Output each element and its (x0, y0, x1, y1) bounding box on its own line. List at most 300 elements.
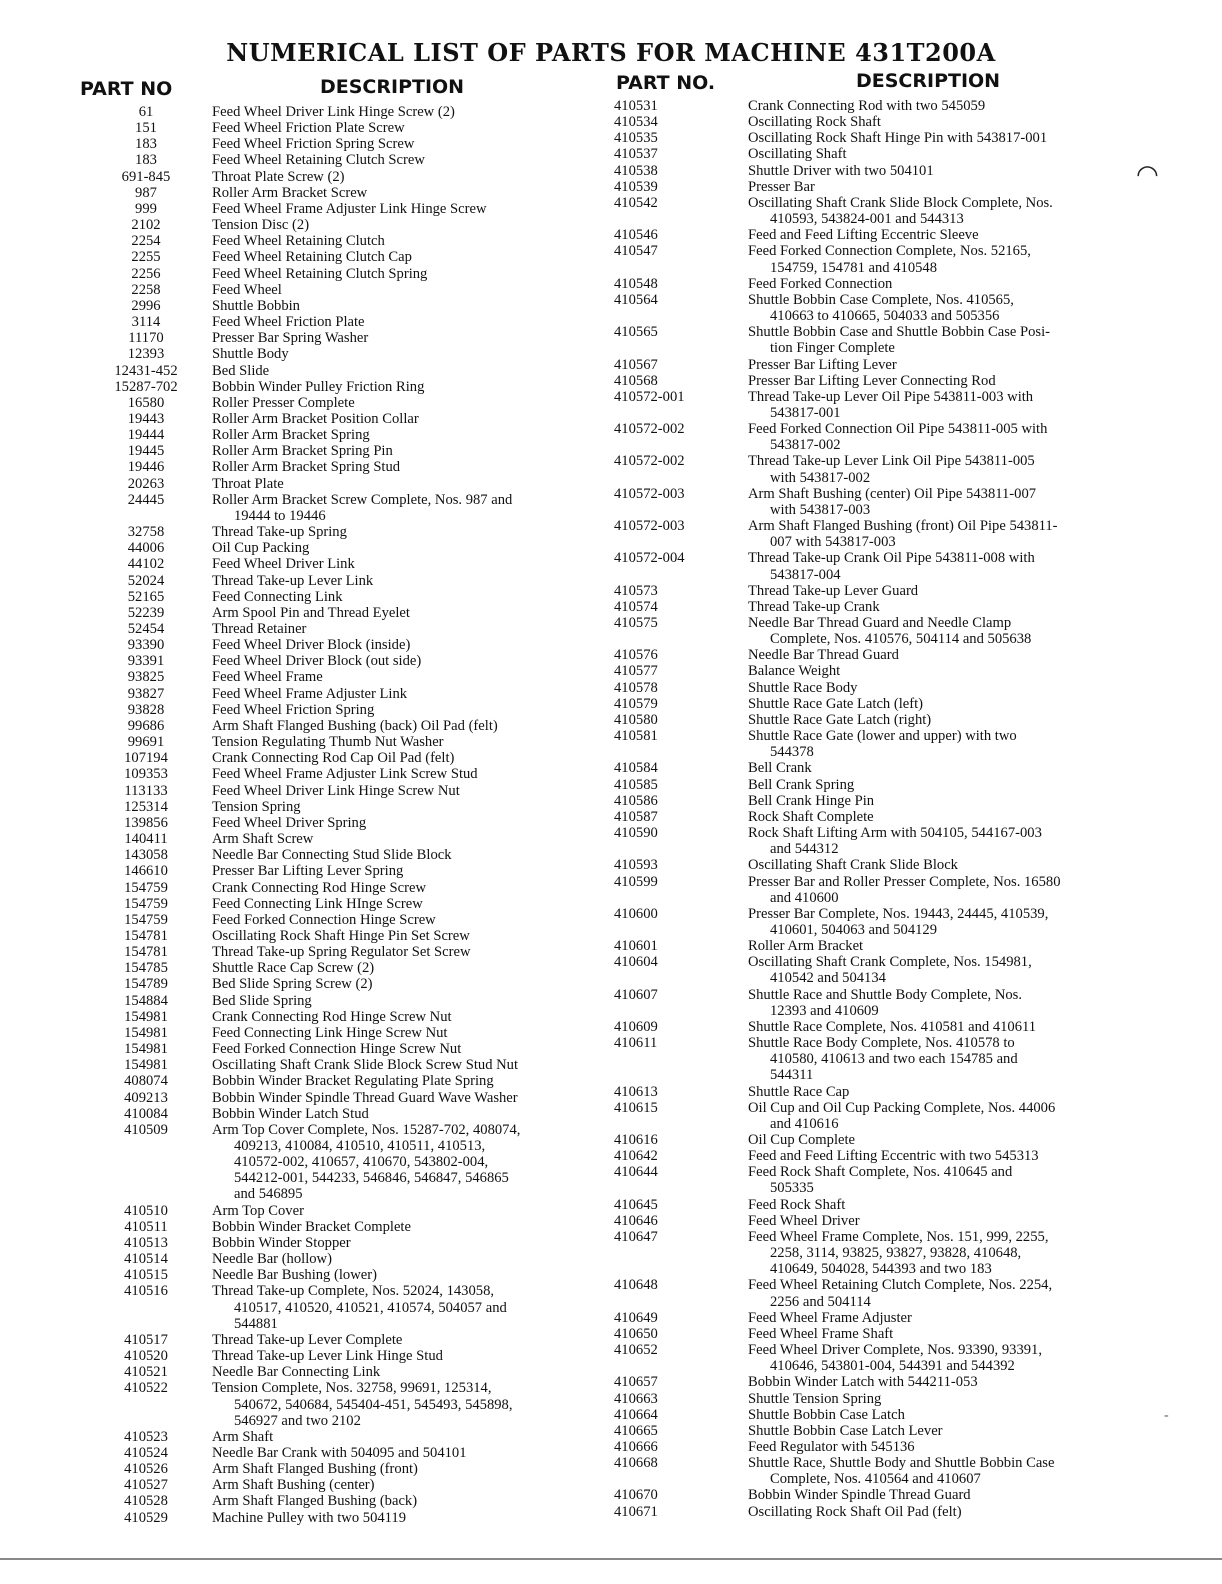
part-row (614, 793, 1154, 809)
part-number: 99686 (127, 717, 165, 734)
part-description (748, 1423, 1154, 1439)
part-description (748, 1229, 1154, 1277)
part-number: 143058 (124, 847, 168, 864)
description-line: Bell Crank Hinge Pin (748, 792, 875, 809)
part-number: 410585 (614, 776, 658, 793)
part-number: 2255 (131, 249, 161, 266)
part-number: 409213 (124, 1089, 168, 1106)
part-number: 410642 (614, 1148, 658, 1165)
part-description (748, 599, 1154, 615)
description-line: Presser Bar Lifting Lever (748, 356, 897, 373)
part-description (212, 928, 610, 944)
description-line: Feed Wheel Retaining Clutch (212, 233, 385, 250)
part-number: 410671 (614, 1503, 658, 1520)
part-description (212, 993, 610, 1009)
description-line: Presser Bar Lifting Lever Spring (212, 863, 404, 880)
description-continuation: and 546895 (234, 1186, 303, 1203)
part-description (212, 1332, 610, 1348)
part-description (748, 1455, 1154, 1487)
part-description (748, 1504, 1154, 1520)
description-continuation: and 410616 (770, 1115, 839, 1132)
part-row (80, 896, 610, 912)
description-line: Shuttle Race Cap Screw (2) (212, 960, 375, 977)
part-number: 410586 (614, 792, 658, 809)
description-line: Oscillating Rock Shaft Hinge Pin Set Screw (212, 927, 470, 944)
description-continuation: 12393 and 410609 (770, 1002, 879, 1019)
right-description-header: DESCRIPTION (856, 70, 1001, 92)
part-number: 44006 (127, 540, 165, 557)
part-description (212, 831, 610, 847)
part-description (748, 292, 1154, 324)
description-line: Feed Wheel (212, 281, 282, 298)
part-number: 410509 (124, 1121, 168, 1138)
description-line: Oscillating Shaft Crank Slide Block Screw Stud Nut (212, 1057, 519, 1074)
description-line: Needle Bar Connecting Stud Slide Block (212, 847, 452, 864)
part-row (614, 276, 1154, 292)
part-row (614, 1035, 1154, 1083)
description-line: Feed Wheel Frame (212, 669, 323, 686)
part-row (80, 750, 610, 766)
binder-hole-mark: ◠ (1136, 160, 1159, 189)
part-number: 410521 (124, 1364, 168, 1381)
part-description (748, 1407, 1154, 1423)
part-number: 2256 (131, 265, 161, 282)
part-row (614, 1084, 1154, 1100)
part-description (748, 712, 1154, 728)
description-line: Rock Shaft Lifting Arm with 504105, 544167-003 (748, 825, 1042, 842)
description-line: Shuttle Bobbin Case and Shuttle Bobbin Case Posi- (748, 324, 1051, 341)
part-row (614, 357, 1154, 373)
part-description (212, 185, 610, 201)
description-line: Feed Wheel Retaining Clutch Cap (212, 249, 412, 266)
part-description (212, 718, 610, 734)
part-number: 410611 (614, 1035, 658, 1052)
part-description (748, 1310, 1154, 1326)
part-description (748, 146, 1154, 162)
part-row (614, 583, 1154, 599)
part-row (80, 766, 610, 782)
description-line: Bobbin Winder Spindle Thread Guard Wave Washer (212, 1089, 518, 1106)
part-number: 107194 (124, 750, 168, 767)
description-line: Bobbin Winder Bracket Complete (212, 1218, 411, 1235)
description-line: Feed Wheel Friction Spring (212, 701, 375, 718)
description-line: Presser Bar and Roller Presser Complete, Nos. 16580 (748, 873, 1061, 890)
part-description (748, 324, 1154, 356)
part-description (212, 476, 610, 492)
part-row (614, 1100, 1154, 1132)
part-description (212, 750, 610, 766)
part-description (748, 696, 1154, 712)
part-description (748, 373, 1154, 389)
description-line: Rock Shaft Complete (748, 808, 874, 825)
part-description (212, 1429, 610, 1445)
description-line: Feed Forked Connection Complete, Nos. 52165, (748, 243, 1031, 260)
part-row (614, 696, 1154, 712)
description-continuation: 544212-001, 544233, 546846, 546847, 546865 (234, 1170, 509, 1187)
part-number: 410523 (124, 1428, 168, 1445)
part-number: 410604 (614, 954, 658, 971)
part-row (80, 136, 610, 152)
part-row (80, 346, 610, 362)
part-description (212, 298, 610, 314)
part-number: 410511 (124, 1218, 168, 1235)
part-number: 154781 (124, 944, 168, 961)
part-row (614, 550, 1154, 582)
part-number: 410649 (614, 1309, 658, 1326)
part-row (80, 379, 610, 395)
part-number: 154781 (124, 927, 168, 944)
description-line: Presser Bar Spring Washer (212, 330, 369, 347)
part-number: 410564 (614, 291, 658, 308)
part-row (614, 1455, 1154, 1487)
description-line: Feed and Feed Lifting Eccentric with two 545313 (748, 1148, 1039, 1165)
part-description (212, 540, 610, 556)
part-row (80, 976, 610, 992)
part-number: 410666 (614, 1438, 658, 1455)
part-description (212, 1235, 610, 1251)
part-description (212, 1041, 610, 1057)
part-description (748, 760, 1154, 776)
part-description (748, 1035, 1154, 1083)
part-description (748, 1019, 1154, 1035)
part-number: 52454 (127, 621, 165, 637)
part-number: 24445 (127, 491, 165, 508)
description-line: Thread Take-up Spring (212, 524, 347, 541)
part-description (748, 825, 1154, 857)
part-row (80, 1219, 610, 1235)
part-number: 410577 (614, 663, 658, 680)
description-line: Thread Take-up Lever Guard (748, 582, 919, 599)
part-number: 408074 (124, 1073, 168, 1090)
description-line: Bobbin Winder Stopper (212, 1234, 351, 1251)
part-description (212, 282, 610, 298)
part-number: 52165 (127, 588, 165, 605)
part-row (80, 863, 610, 879)
description-line: Feed Wheel Retaining Clutch Complete, Nos. 2254, (748, 1277, 1053, 1294)
description-line: Roller Arm Bracket Spring Stud (212, 459, 401, 476)
description-line: Presser Bar Lifting Lever Connecting Rod (748, 372, 996, 389)
description-line: Needle Bar Crank with 504095 and 504101 (212, 1444, 467, 1461)
part-description (212, 863, 610, 879)
part-row (614, 1342, 1154, 1374)
part-row (614, 874, 1154, 906)
page-bottom-rule (0, 1558, 1222, 1560)
description-line: Thread Take-up Lever Link Oil Pipe 543811-005 (748, 453, 1035, 470)
description-line: Feed Wheel Driver Block (out side) (212, 653, 422, 670)
description-line: Shuttle Race Body (748, 679, 858, 696)
part-description (212, 443, 610, 459)
part-number: 410522 (124, 1380, 168, 1397)
part-number: 99691 (127, 734, 165, 751)
part-description (748, 663, 1154, 679)
part-description (748, 195, 1154, 227)
part-row (614, 1197, 1154, 1213)
part-description (748, 518, 1154, 550)
left-parts-column (80, 104, 610, 1526)
description-line: Tension Spring (212, 798, 301, 815)
description-continuation: 544378 (770, 744, 814, 761)
part-description (212, 1090, 610, 1106)
description-continuation: 2258, 3114, 93825, 93827, 93828, 410648, (770, 1245, 1022, 1262)
description-line: Crank Connecting Rod Hinge Screw Nut (212, 1008, 452, 1025)
description-continuation: Complete, Nos. 410564 and 410607 (770, 1471, 981, 1488)
part-row (80, 1348, 610, 1364)
description-continuation: 19444 to 19446 (234, 507, 326, 524)
description-line: Shuttle Bobbin Case Complete, Nos. 410565, (748, 291, 1014, 308)
part-row (80, 960, 610, 976)
description-line: Arm Shaft Flanged Bushing (back) Oil Pad (felt) (212, 717, 498, 734)
part-row (80, 185, 610, 201)
description-continuation: 410580, 410613 and two each 154785 and (770, 1051, 1018, 1068)
part-row (614, 938, 1154, 954)
part-row (614, 1019, 1154, 1035)
description-line: Feed Wheel Friction Plate (212, 314, 365, 331)
description-line: Feed Connecting Link HInge Screw (212, 895, 423, 912)
part-row (80, 1025, 610, 1041)
description-line: Roller Arm Bracket Screw Complete, Nos. 987 and (212, 491, 513, 508)
part-row (614, 1407, 1154, 1423)
part-number: 12393 (127, 346, 165, 363)
part-row (80, 540, 610, 556)
part-number: 410607 (614, 986, 658, 1003)
part-row (80, 912, 610, 928)
description-line: Needle Bar (hollow) (212, 1251, 332, 1268)
part-row (80, 1445, 610, 1461)
part-number: 93825 (127, 669, 165, 686)
part-row (614, 1148, 1154, 1164)
description-line: Bell Crank (748, 760, 812, 777)
part-row (614, 1423, 1154, 1439)
part-number: 410601 (614, 938, 658, 955)
description-line: Arm Shaft Flanged Bushing (back) (212, 1493, 418, 1510)
part-row (614, 1439, 1154, 1455)
part-row (80, 1332, 610, 1348)
description-line: Arm Top Cover (212, 1202, 304, 1219)
description-line: Arm Shaft Flanged Bushing (front) (212, 1461, 418, 1478)
description-line: Feed Forked Connection Hinge Screw (212, 911, 436, 928)
part-row (614, 518, 1154, 550)
part-number: 410526 (124, 1461, 168, 1478)
description-line: Feed Wheel Retaining Clutch Spring (212, 265, 428, 282)
description-line: Thread Take-up Crank Oil Pipe 543811-008 with (748, 550, 1035, 567)
part-number: 410573 (614, 582, 658, 599)
part-row (80, 1477, 610, 1493)
description-continuation: and 410600 (770, 889, 839, 906)
description-line: Feed Wheel Driver Link Hinge Screw Nut (212, 782, 460, 799)
part-description (212, 815, 610, 831)
part-number: 410670 (614, 1487, 658, 1504)
part-number: 410568 (614, 372, 658, 389)
part-number: 410647 (614, 1228, 658, 1245)
description-line: Crank Connecting Rod with two 545059 (748, 98, 986, 114)
part-number: 151 (135, 120, 157, 137)
part-number: 410084 (124, 1105, 168, 1122)
part-description (212, 120, 610, 136)
description-line: Oil Cup Packing (212, 540, 310, 557)
part-number: 154759 (124, 879, 168, 896)
part-number: 410616 (614, 1132, 658, 1148)
description-line: Tension Regulating Thumb Nut Washer (212, 734, 444, 751)
description-line: Feed Connecting Link (212, 588, 343, 605)
left-part-no-header: PART NO (80, 78, 173, 100)
description-line: Shuttle Race Cap (748, 1083, 850, 1100)
part-description (212, 1283, 610, 1331)
part-row (614, 987, 1154, 1019)
part-row (614, 1374, 1154, 1390)
description-line: Needle Bar Thread Guard (748, 647, 899, 664)
part-description (212, 637, 610, 653)
part-row (614, 1277, 1154, 1309)
part-row (80, 1493, 610, 1509)
part-number: 410644 (614, 1164, 658, 1181)
part-row (614, 906, 1154, 938)
description-line: Shuttle Race and Shuttle Body Complete, Nos. (748, 986, 1023, 1003)
part-number: 410548 (614, 275, 658, 292)
part-row (80, 314, 610, 330)
part-number: 410646 (614, 1212, 658, 1229)
part-row (614, 1504, 1154, 1520)
description-line: Oscillating Rock Shaft Oil Pad (felt) (748, 1503, 962, 1520)
part-description (748, 987, 1154, 1019)
description-line: Arm Shaft Flanged Bushing (front) Oil Pipe 543811- (748, 518, 1058, 535)
part-row (80, 637, 610, 653)
part-number: 113133 (124, 782, 168, 799)
part-description (212, 799, 610, 815)
description-line: Bell Crank Spring (748, 776, 855, 793)
part-description (748, 583, 1154, 599)
part-description (212, 492, 610, 524)
part-number: 410663 (614, 1390, 658, 1407)
description-continuation: 543817-001 (770, 404, 841, 421)
description-line: Shuttle Bobbin Case Latch (748, 1406, 905, 1423)
part-row (80, 282, 610, 298)
description-line: Oscillating Shaft Crank Slide Block (748, 857, 958, 874)
part-number: 410574 (614, 598, 658, 615)
description-continuation: 505335 (770, 1180, 814, 1197)
part-number: 410572-001 (614, 388, 685, 405)
part-row (80, 492, 610, 524)
description-line: Arm Shaft (212, 1428, 274, 1445)
part-number: 109353 (124, 766, 168, 783)
part-description (212, 1251, 610, 1267)
part-row (80, 1057, 610, 1073)
part-number: 19446 (127, 459, 165, 476)
part-number: 410572-003 (614, 518, 685, 535)
description-line: Feed Wheel Friction Spring Screw (212, 136, 415, 153)
part-number: 410581 (614, 728, 658, 745)
part-description (212, 1122, 610, 1203)
part-description (212, 1009, 610, 1025)
part-number: 44102 (127, 556, 165, 573)
part-row (80, 217, 610, 233)
description-line: Thread Retainer (212, 621, 307, 637)
description-line: Presser Bar Complete, Nos. 19443, 24445, 410539, (748, 905, 1049, 922)
part-row (614, 615, 1154, 647)
part-description (748, 130, 1154, 146)
description-line: Thread Take-up Complete, Nos. 52024, 143058, (212, 1283, 495, 1300)
part-row (614, 825, 1154, 857)
part-description (748, 1148, 1154, 1164)
description-line: Arm Shaft Screw (212, 831, 314, 848)
part-row (614, 954, 1154, 986)
part-number: 410648 (614, 1277, 658, 1294)
part-number: 410572-003 (614, 485, 685, 502)
part-description (748, 389, 1154, 421)
part-row (80, 120, 610, 136)
description-line: Shuttle Race Gate (lower and upper) with two (748, 728, 1017, 745)
description-continuation: 410517, 410520, 410521, 410574, 504057 and (234, 1299, 507, 1316)
part-row (80, 589, 610, 605)
description-continuation: 540672, 540684, 545404-451, 545493, 545898, (234, 1396, 513, 1413)
part-number: 2258 (131, 281, 161, 298)
part-description (748, 1487, 1154, 1503)
description-line: Roller Presser Complete (212, 394, 355, 411)
page-title: NUMERICAL LIST OF PARTS FOR MACHINE 431T200A (226, 38, 996, 67)
description-line: Oscillating Shaft (748, 146, 847, 163)
description-continuation: 543817-004 (770, 566, 841, 583)
part-description (748, 453, 1154, 485)
part-description (212, 976, 610, 992)
part-number: 410539 (614, 178, 658, 195)
part-description (748, 1326, 1154, 1342)
part-description (212, 847, 610, 863)
part-row (80, 201, 610, 217)
description-continuation: and 544312 (770, 841, 839, 858)
part-row (80, 249, 610, 265)
part-number: 410514 (124, 1251, 168, 1268)
part-description (212, 104, 610, 120)
description-line: Throat Plate (212, 475, 284, 492)
part-row (80, 880, 610, 896)
part-number: 154884 (124, 992, 168, 1009)
part-number: 183 (135, 152, 157, 169)
description-continuation: 546927 and two 2102 (234, 1412, 361, 1429)
part-number: 410652 (614, 1342, 658, 1359)
part-number: 410542 (614, 194, 658, 211)
description-line: Roller Arm Bracket (748, 938, 864, 955)
part-description (212, 1493, 610, 1509)
part-number: 15287-702 (114, 378, 178, 395)
part-row (80, 1364, 610, 1380)
part-description (212, 363, 610, 379)
description-line: Thread Take-up Lever Link Hinge Stud (212, 1348, 443, 1365)
description-line: Feed Wheel Retaining Clutch Screw (212, 152, 425, 169)
part-description (212, 1445, 610, 1461)
part-description (748, 179, 1154, 195)
part-row (614, 114, 1154, 130)
part-description (212, 1057, 610, 1073)
part-number: 140411 (124, 831, 168, 848)
description-line: Bobbin Winder Bracket Regulating Plate Spring (212, 1073, 494, 1090)
part-row (614, 227, 1154, 243)
description-continuation: 410601, 504063 and 504129 (770, 921, 938, 938)
description-line: Arm Shaft Bushing (center) Oil Pipe 543811-007 (748, 485, 1037, 502)
part-row (80, 815, 610, 831)
part-number: 410593 (614, 857, 658, 874)
part-row (614, 324, 1154, 356)
part-description (212, 702, 610, 718)
part-description (748, 1213, 1154, 1229)
description-line: Bobbin Winder Spindle Thread Guard (748, 1487, 971, 1504)
description-line: Shuttle Race Gate Latch (left) (748, 695, 924, 712)
description-line: Feed Wheel Friction Plate Screw (212, 120, 405, 137)
part-row (80, 443, 610, 459)
description-line: Bed Slide Spring Screw (2) (212, 976, 373, 993)
part-row (80, 556, 610, 572)
part-row (80, 799, 610, 815)
part-description (212, 912, 610, 928)
part-number: 52024 (127, 572, 165, 589)
